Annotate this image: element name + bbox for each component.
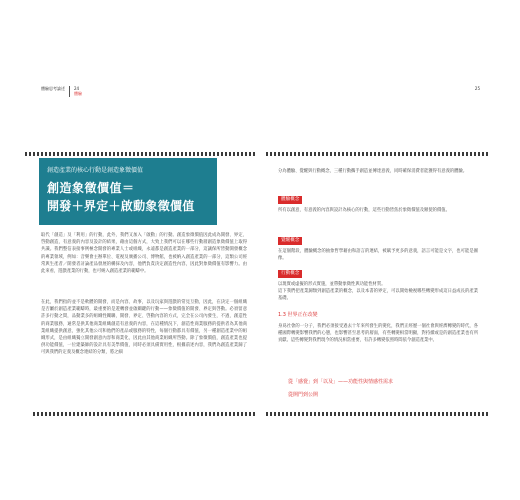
- left-paragraph-1: 取代「創造」及「利用」的行動，此外，我們又加入「啟動」的行動。創造象徵價值因此成為開發、界定、啓動創造，有意義的內容及設計的結果，藉由這個方式，大致上我們可以在哪些行動層創造象徵價值上取得共識。我們整信表接事例極念開發的專業人士或組織，永遠都是創造產業的一部分，這讓保所皆動開發概念的專業領域，例如：音樂會主辦單位、電視及廣播公司、博物館，也被納入創造產業的一部分，這類公司經常與生產者／開發者討論產品發展的構採及內容，他們負責決定創造性內容，因此對象徵價值有影響力。由此來看，遊戲產業的行動，也可納入創造產業的範疇中。: [41, 233, 247, 275]
- header-divider: [69, 86, 70, 97]
- right-intro-paragraph: 分為體驗、覺醒與行動概念，三種行動攜手創造並傳達意義，同時確保消費者能獲得有意義的體驗。: [278, 169, 468, 174]
- section-body: 身爲社會的一分子，我們必須接受過去十年來所發生的變化，我們正經歷一個社會與經濟轉變的時代，各種國際轉變影響我們的心態，也影響甚至思考的層面，有些轉變相當明顯，對持續或是的創造產業也有所貢獻。這些轉變對我們現今的情況相當重要，有許多轉變依照時間依今創造產業中。: [278, 324, 478, 344]
- experience-concept-text: 所有以創意，有意義的內容與設計為核心的行動，這些行動皆焦於象徵價值及額使的價值。: [278, 208, 450, 213]
- label-awakening-concept: 覺醒概念: [278, 237, 302, 245]
- banner-subtitle: 創造產業的核心行動是創造象徵價值: [47, 167, 144, 174]
- section-heading: 1.3 世界正在改變: [278, 312, 318, 318]
- left-page: [33, 78, 255, 422]
- label-action-concept: 行動概念: [278, 270, 302, 278]
- chapter-label: 體驗: [74, 91, 82, 96]
- red-subheading-1: 從「感覺」到「以及」——功能性與情感性需求: [288, 379, 394, 385]
- label-experience-concept: 體驗概念: [278, 196, 302, 204]
- banner-title-line-1: 創造象徵價值＝: [47, 181, 135, 195]
- top-hatch-divider: [266, 152, 488, 156]
- chapter-banner: [39, 158, 217, 225]
- top-hatch-divider: [25, 152, 255, 156]
- right-page: [266, 78, 488, 422]
- left-paragraph-2: 在此，我們指的並不是軟體的開發，而是內容、故事，以及玩家與遊戲的常見互動，因此，在決定一個組織是否屬於創造產業範疇時，最重要的是遊轉發並啟關鍵的行動——象徵價值的開發、界定與啓動。必須留意許多行動之間，品動業多的組織性關聯，開發、界定、啓動內容的方式，完全在公司內發生，不過，創造性的商業服務，通常是供其他商業組織創造有意義的內容，在這種情況下，創造性商業服務的提供者為其他商業組織提供創意，強化其他公司和他們的產品或服務的特性，每個行動都具有價值，另一種創造產業中的組織形式，是由組織獨立開發創意內容和商業化，因此由其他商業組織所啓動。除了象徵價值，創造產業也提供功能價值，一位建築師的設計具有美學價值，同時必須具備實用性，根據前述內容，我們為創造產業歸了可與我們的定義及概念連結的分類，將之細: [41, 300, 247, 356]
- banner-title-line-2: 開發＋界定＋啟動象徵價值: [47, 199, 195, 213]
- left-page-header: [41, 86, 82, 97]
- book-title: 體驗思考論述: [41, 86, 65, 91]
- awakening-concept-text: 在這個階段，體驗概念的抽象哲學藉由和語言的連結，被賦予更多的意義，語言可能是文字，也可能是圖像。: [278, 249, 478, 262]
- red-subheading-2: 從開門到公開: [288, 392, 319, 398]
- bottom-hatch-divider: [266, 412, 488, 416]
- bottom-hatch-divider: [33, 412, 255, 416]
- right-page-number: 25: [474, 86, 480, 91]
- action-concept-text: 以現實或虛擬的形式實施，並帶動象徵性與功能性材質。 這下我們把產業歸類到創造產業的概念，以及本書的界定，可以開始檢視哪些轉變形成這日益成長的產業基礎。: [278, 282, 478, 302]
- left-page-number: 24: [74, 86, 80, 91]
